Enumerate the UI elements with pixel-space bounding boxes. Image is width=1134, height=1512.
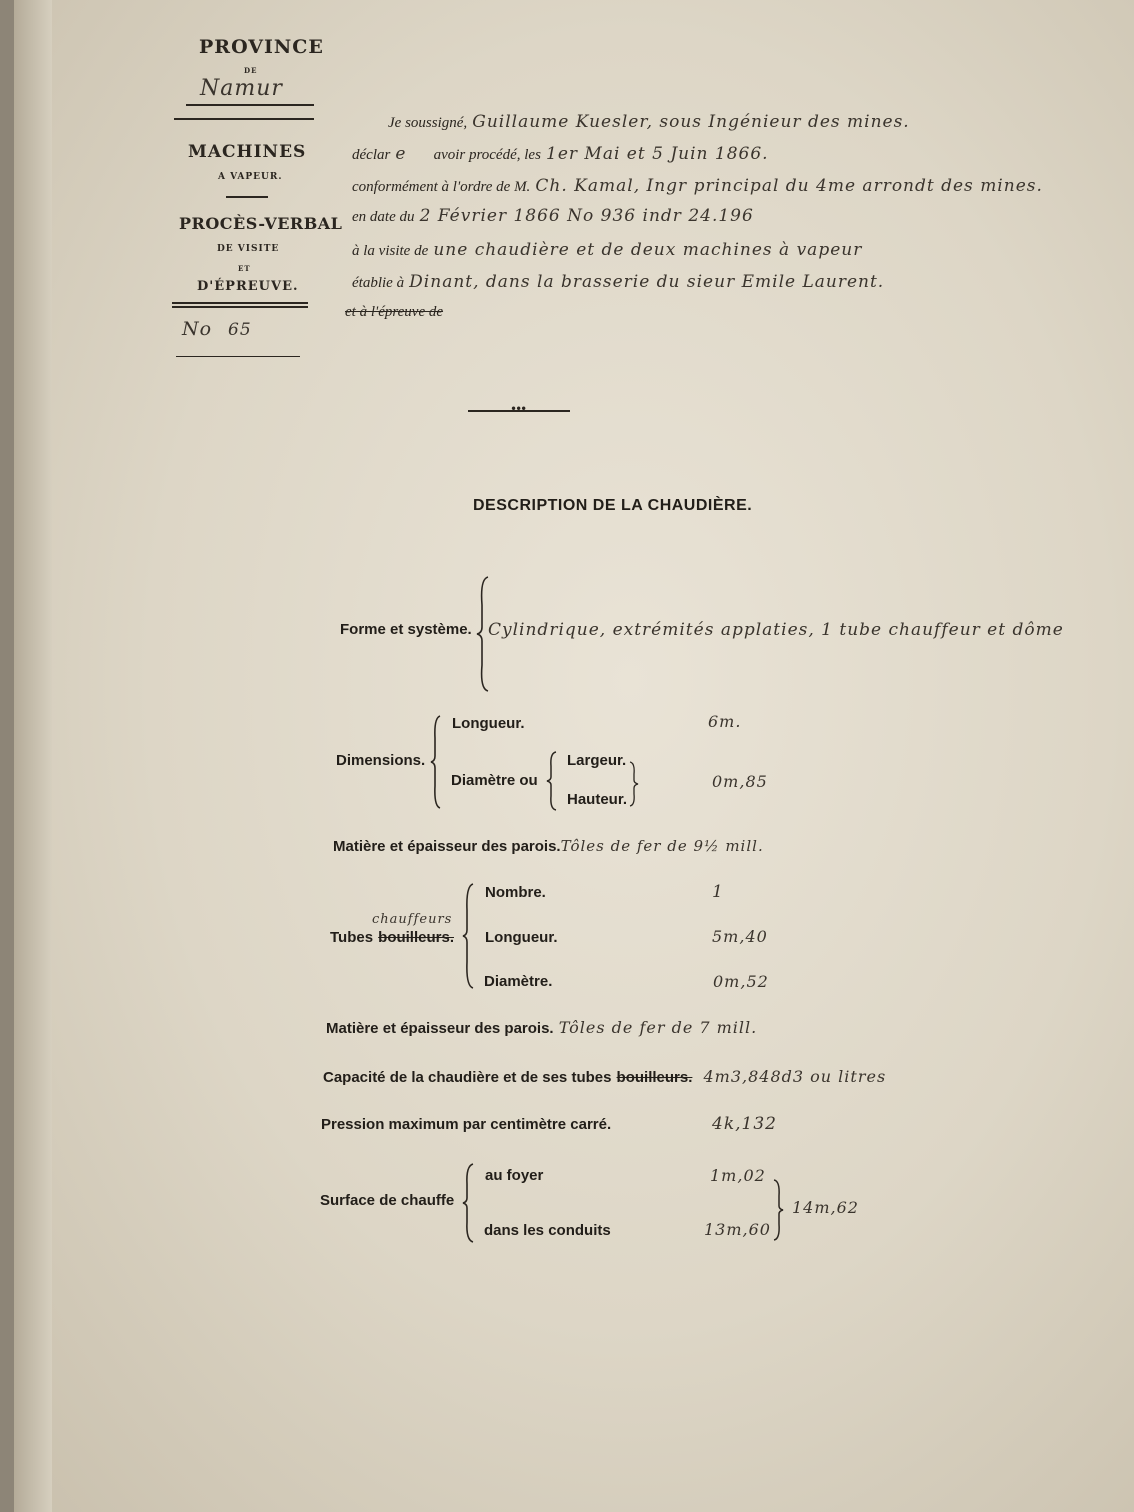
diametre-value: 0m,85 — [712, 772, 768, 791]
pression-value: 4k,132 — [712, 1114, 777, 1134]
tube-diametre-label: Diamètre. — [484, 973, 553, 990]
handwritten-text: Guillaume Kuesler, sous Ingénieur des mines. — [472, 112, 910, 132]
foyer-label: au foyer — [485, 1167, 544, 1184]
brace-icon — [545, 750, 559, 812]
a-vapeur-label: A VAPEUR. — [218, 172, 283, 182]
divider — [174, 118, 314, 120]
capacite-row — [323, 1067, 886, 1086]
section-title: DESCRIPTION DE LA CHAUDIÈRE. — [473, 497, 753, 514]
capacite-value: 4m3,848d3 ou litres — [703, 1067, 887, 1086]
forme-value: Cylindrique, extrémités applaties, 1 tube chauffeur et dôme — [488, 620, 1064, 640]
surface-total-value: 14m,62 — [792, 1198, 859, 1217]
declaration-line-5 — [352, 240, 862, 260]
forme-label: Forme et système. — [340, 621, 472, 638]
capacite-label: Capacité de la chaudière et de ses tubes — [323, 1069, 612, 1086]
declaration-line-2 — [352, 144, 769, 164]
de-visite-label: DE VISITE — [217, 244, 280, 254]
printed-text: déclar — [352, 147, 391, 163]
number-value: 65 — [228, 320, 252, 340]
struck-line: et à l'épreuve de — [345, 304, 444, 320]
declaration-line-3 — [352, 176, 1043, 196]
handwritten-text: e — [395, 144, 407, 164]
page-fold-shadow — [14, 0, 52, 1512]
number-prefix: No — [182, 318, 213, 340]
tube-longueur-value: 5m,40 — [712, 927, 768, 946]
tubes-label: Tubes — [330, 929, 374, 946]
handwritten-text: Ch. Kamal, Ingr principal du 4me arrondt des mines. — [535, 176, 1043, 196]
handwritten-text: Dinant, dans la brasserie du sieur Emile Laurent. — [409, 272, 885, 292]
dimensions-label: Dimensions. — [336, 752, 426, 769]
matiere-label: Matière et épaisseur des parois. — [326, 1020, 554, 1037]
longueur-label: Longueur. — [452, 715, 525, 732]
matiere-row-1 — [333, 836, 764, 855]
nombre-value: 1 — [712, 882, 724, 902]
nombre-label: Nombre. — [485, 884, 546, 901]
matiere-label: Matière et épaisseur des parois. — [333, 838, 561, 855]
et-label: ET — [238, 264, 251, 273]
hauteur-label: Hauteur. — [567, 791, 628, 808]
province-label: PROVINCE — [199, 36, 324, 58]
brace-icon — [428, 714, 444, 810]
brace-icon — [460, 882, 478, 990]
printed-text: avoir procédé, les — [433, 147, 541, 163]
foyer-value: 1m,02 — [710, 1166, 766, 1185]
brace-icon — [628, 760, 640, 808]
declaration-line-6 — [352, 272, 884, 292]
tubes-struck-word: bouilleurs. — [378, 929, 454, 946]
capacite-struck-word: bouilleurs. — [616, 1069, 693, 1086]
handwritten-text: 1er Mai et 5 Juin 1866. — [546, 144, 769, 164]
printed-text: établie à — [352, 275, 405, 291]
ornament-icon: ••• — [510, 402, 526, 416]
conduits-value: 13m,60 — [704, 1220, 771, 1239]
handwritten-text: une chaudière et de deux machines à vapeur — [433, 240, 863, 260]
matiere-value: Tôles de fer de 9½ mill. — [560, 837, 764, 855]
de-label: DE — [244, 66, 258, 75]
printed-text: Je soussigné, — [388, 115, 468, 131]
pression-label: Pression maximum par centimètre carré. — [321, 1116, 612, 1133]
province-name: Namur — [200, 76, 283, 101]
conduits-label: dans les conduits — [484, 1222, 611, 1239]
declaration-line-1 — [388, 112, 910, 132]
longueur-value: 6m. — [708, 712, 742, 731]
printed-text: en date du — [352, 209, 415, 225]
brace-icon — [460, 1162, 478, 1244]
brace-icon — [772, 1178, 786, 1242]
epreuve-label: D'ÉPREUVE. — [197, 279, 299, 294]
largeur-label: Largeur. — [567, 752, 627, 769]
printed-text: conformément à l'ordre de M. — [352, 179, 531, 195]
divider — [176, 356, 300, 357]
diametre-label: Diamètre ou — [451, 772, 538, 789]
double-rule-top — [172, 302, 308, 304]
proces-verbal-label: PROCÈS-VERBAL — [179, 214, 343, 233]
declaration-line-4 — [352, 206, 754, 226]
surface-label: Surface de chauffe — [320, 1192, 455, 1209]
tubes-label-group — [330, 927, 454, 946]
tube-longueur-label: Longueur. — [485, 929, 558, 946]
machines-label: MACHINES — [188, 142, 307, 162]
tubes-hand-word: chauffeurs — [372, 912, 453, 927]
tube-diametre-value: 0m,52 — [713, 972, 769, 991]
matiere-row-2 — [326, 1018, 757, 1037]
printed-text: à la visite de — [352, 243, 429, 259]
divider — [186, 104, 314, 106]
matiere-value: Tôles de fer de 7 mill. — [558, 1018, 758, 1037]
handwritten-text: 2 Février 1866 No 936 indr 24.196 — [419, 206, 754, 226]
double-rule-bottom — [172, 306, 308, 308]
ornament-divider — [226, 196, 268, 198]
